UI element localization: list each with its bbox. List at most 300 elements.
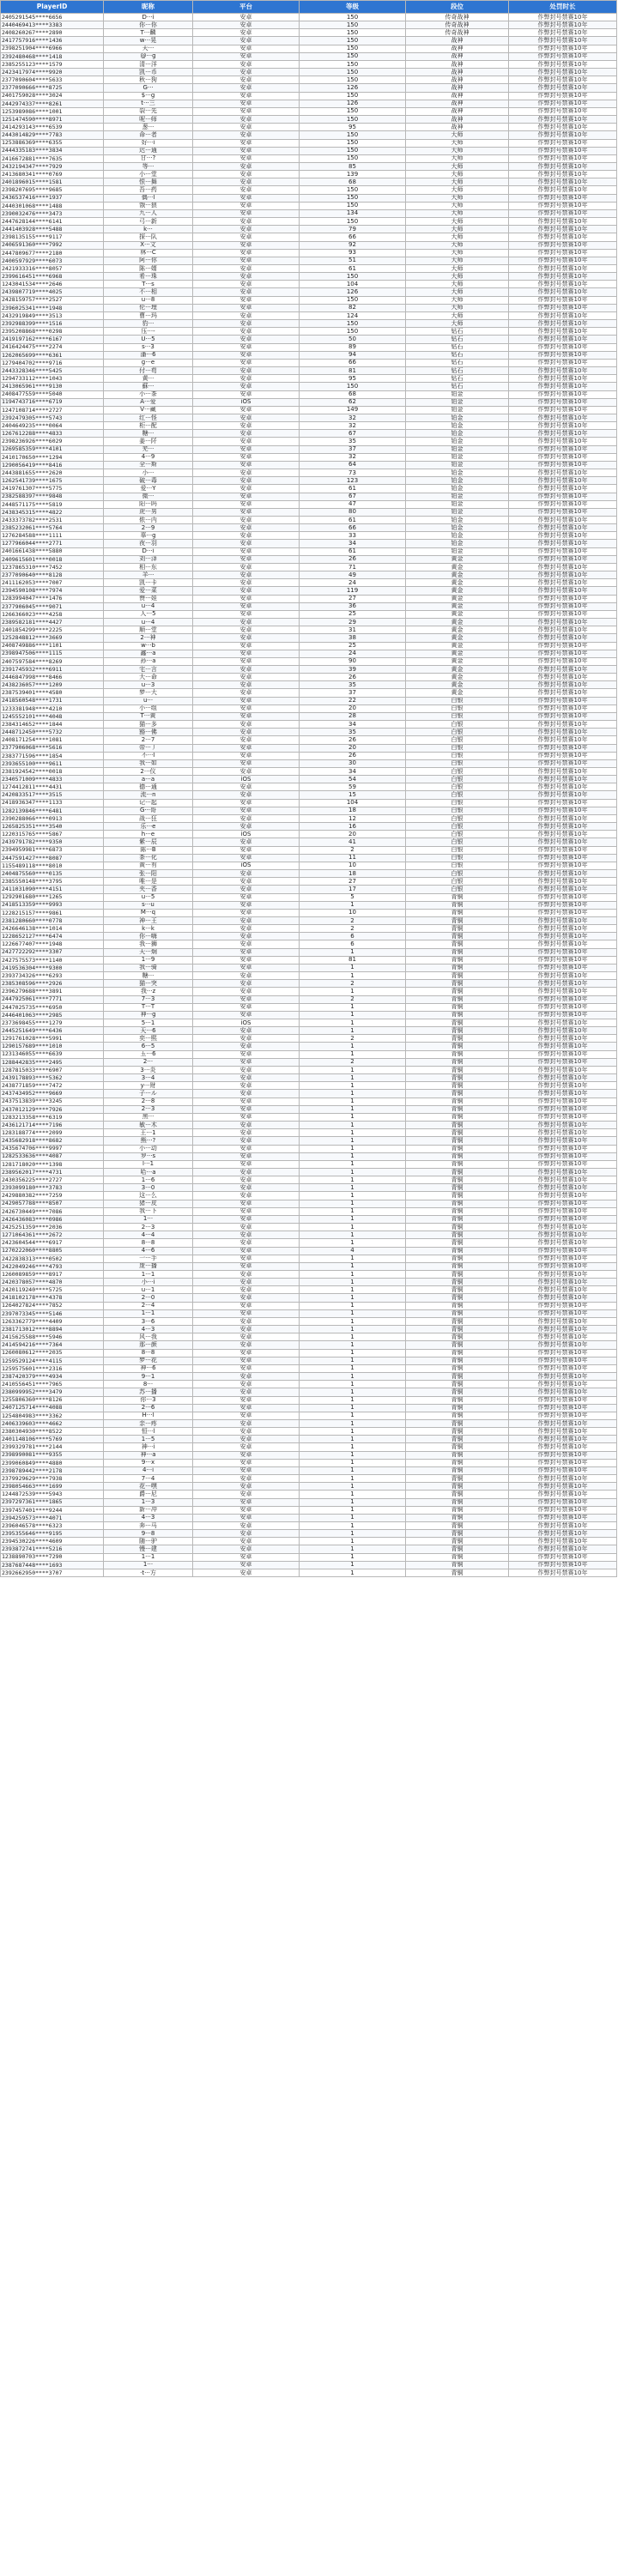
cell-level: 89	[300, 343, 406, 351]
cell-player-id: 2394959981****6873	[1, 846, 104, 854]
cell-nickname: 我···下	[104, 1207, 193, 1215]
cell-nickname: 1···1	[104, 1271, 193, 1279]
cell-player-id: 1194743716****6719	[1, 398, 104, 406]
cell-nickname: 战···狂	[104, 814, 193, 822]
cell-player-id: 1220315765****5867	[1, 831, 104, 838]
cell-level: 150	[300, 328, 406, 336]
cell-player-id: 2399060849****4880	[1, 1459, 104, 1466]
cell-rank: 黄金	[406, 665, 509, 673]
cell-rank: 黄金	[406, 563, 509, 571]
table-row	[1, 92, 617, 100]
cell-nickname: 偶···l	[104, 194, 193, 202]
cell-nickname: u···1	[104, 1286, 193, 1294]
cell-penalty: 作弊封号禁赛10年	[509, 995, 617, 1003]
cell-player-id: 2408260267****2890	[1, 29, 104, 37]
cell-player-id: 2417757916****1436	[1, 37, 104, 45]
cell-rank: 铂金	[406, 524, 509, 532]
cell-level: 104	[300, 799, 406, 807]
cell-player-id: 2426436083****0986	[1, 1215, 104, 1223]
table-row	[1, 233, 617, 241]
cell-rank: 白银	[406, 768, 509, 776]
cell-nickname: 曹···玛	[104, 311, 193, 319]
cell-nickname: 8···	[104, 1381, 193, 1388]
cell-rank: 青铜	[406, 1436, 509, 1443]
cell-platform: 安卓	[193, 21, 300, 29]
cell-rank: 青铜	[406, 1451, 509, 1459]
cell-rank: 青铜	[406, 1317, 509, 1325]
cell-player-id: 1228215157****9861	[1, 909, 104, 916]
cell-nickname: a···a	[104, 776, 193, 783]
cell-rank: 铂金	[406, 477, 509, 485]
cell-level: 31	[300, 626, 406, 634]
cell-nickname: 1···9	[104, 956, 193, 964]
cell-level: 150	[300, 383, 406, 390]
cell-rank: 大师	[406, 131, 509, 139]
cell-level: 17	[300, 886, 406, 893]
cell-player-id: 1287815033****6907	[1, 1066, 104, 1073]
cell-nickname: 夜···羽	[104, 540, 193, 547]
cell-level: 1	[300, 1373, 406, 1381]
table-row	[1, 729, 617, 736]
cell-penalty: 作弊封号禁赛10年	[509, 1224, 617, 1231]
cell-platform: 安卓	[193, 1192, 300, 1200]
cell-penalty: 作弊封号禁赛10年	[509, 351, 617, 359]
cell-level: 4	[300, 1247, 406, 1255]
table-row	[1, 249, 617, 257]
cell-rank: 青铜	[406, 1522, 509, 1530]
cell-nickname: X···文	[104, 241, 193, 249]
cell-penalty: 作弊封号禁赛10年	[509, 862, 617, 869]
cell-level: 68	[300, 178, 406, 186]
table-row	[1, 650, 617, 657]
cell-platform: 安卓	[193, 69, 300, 76]
cell-nickname: 凯···卡	[104, 579, 193, 587]
cell-level: 1	[300, 1475, 406, 1483]
cell-nickname: 2···	[104, 1058, 193, 1066]
cell-platform: 安卓	[193, 1388, 300, 1396]
table-row	[1, 768, 617, 776]
cell-platform: 安卓	[193, 1145, 300, 1152]
cell-level: 150	[300, 45, 406, 52]
cell-platform: 安卓	[193, 1011, 300, 1019]
cell-player-id: 2398947506****1115	[1, 650, 104, 657]
cell-penalty: 作弊封号禁赛10年	[509, 1561, 617, 1569]
cell-penalty: 作弊封号禁赛10年	[509, 1428, 617, 1436]
cell-level: 10	[300, 909, 406, 916]
cell-player-id: 1228652127****6474	[1, 933, 104, 940]
cell-platform: 安卓	[193, 29, 300, 37]
table-row	[1, 1412, 617, 1419]
cell-level: 104	[300, 281, 406, 288]
cell-nickname: 命···者	[104, 131, 193, 139]
cell-nickname: 红···怪	[104, 414, 193, 421]
cell-rank: 青铜	[406, 1207, 509, 1215]
table-row	[1, 162, 617, 170]
cell-platform: 安卓	[193, 1058, 300, 1066]
cell-rank: 青铜	[406, 916, 509, 924]
table-row	[1, 461, 617, 469]
cell-platform: 安卓	[193, 124, 300, 131]
cell-level: 1	[300, 1113, 406, 1121]
cell-platform: 安卓	[193, 1317, 300, 1325]
cell-rank: 青铜	[406, 1224, 509, 1231]
cell-platform: 安卓	[193, 791, 300, 799]
cell-level: 25	[300, 642, 406, 650]
cell-level: 126	[300, 84, 406, 92]
cell-rank: 白银	[406, 814, 509, 822]
table-row	[1, 1483, 617, 1491]
cell-player-id: 2413680341****0769	[1, 171, 104, 178]
cell-level: 126	[300, 288, 406, 296]
cell-platform: 安卓	[193, 587, 300, 595]
cell-platform: iOS	[193, 862, 300, 869]
cell-penalty: 作弊封号禁赛10年	[509, 1317, 617, 1325]
cell-level: 1	[300, 1302, 406, 1309]
cell-level: 71	[300, 563, 406, 571]
cell-penalty: 作弊封号禁赛10年	[509, 1160, 617, 1168]
cell-platform: 安卓	[193, 846, 300, 854]
cell-platform: 安卓	[193, 665, 300, 673]
cell-nickname: k···	[104, 226, 193, 233]
cell-nickname: 花···嘿	[104, 1483, 193, 1491]
cell-penalty: 作弊封号禁赛10年	[509, 1451, 617, 1459]
cell-platform: 安卓	[193, 759, 300, 767]
cell-penalty: 作弊封号禁赛10年	[509, 1326, 617, 1333]
cell-player-id: 2398789442****2178	[1, 1466, 104, 1474]
cell-penalty: 作弊封号禁赛10年	[509, 1491, 617, 1498]
cell-level: 150	[300, 52, 406, 60]
cell-nickname: 你···你	[104, 21, 193, 29]
cell-player-id: 2432919849****3513	[1, 311, 104, 319]
cell-platform: 安卓	[193, 972, 300, 980]
table-row	[1, 296, 617, 304]
table-row	[1, 52, 617, 60]
table-row	[1, 901, 617, 909]
cell-penalty: 作弊封号禁赛10年	[509, 453, 617, 461]
cell-rank: 白银	[406, 721, 509, 729]
cell-platform: 安卓	[193, 650, 300, 657]
cell-penalty: 作弊封号禁赛10年	[509, 178, 617, 186]
cell-penalty: 作弊封号禁赛10年	[509, 933, 617, 940]
cell-nickname: 黄···	[104, 375, 193, 383]
cell-player-id: 1253989086****1001	[1, 107, 104, 115]
cell-player-id: 2408171254****1081	[1, 736, 104, 744]
cell-nickname: 苏···播	[104, 1388, 193, 1396]
cell-nickname: 秋···狗	[104, 76, 193, 84]
cell-level: 124	[300, 311, 406, 319]
cell-level: 10	[300, 862, 406, 869]
table-row	[1, 933, 617, 940]
cell-rank: 大师	[406, 296, 509, 304]
table-row	[1, 807, 617, 814]
cell-rank: 黄金	[406, 579, 509, 587]
cell-nickname: u···8	[104, 296, 193, 304]
table-row	[1, 1309, 617, 1317]
cell-player-id: 1274412811****4431	[1, 783, 104, 791]
table-row	[1, 241, 617, 249]
cell-platform: 安卓	[193, 1137, 300, 1145]
cell-level: 1	[300, 1419, 406, 1427]
cell-penalty: 作弊封号禁赛10年	[509, 1152, 617, 1160]
cell-platform: 安卓	[193, 257, 300, 264]
cell-level: 123	[300, 477, 406, 485]
cell-penalty: 作弊封号禁赛10年	[509, 281, 617, 288]
table-row	[1, 595, 617, 602]
cell-level: 1	[300, 1436, 406, 1443]
cell-platform: 安卓	[193, 461, 300, 469]
cell-player-id: 2414594216****7364	[1, 1341, 104, 1349]
table-row	[1, 469, 617, 477]
cell-level: 1	[300, 1396, 406, 1404]
cell-platform: 安卓	[193, 610, 300, 618]
cell-penalty: 作弊封号禁赛10年	[509, 768, 617, 776]
cell-rank: 大师	[406, 273, 509, 281]
cell-rank: 白银	[406, 736, 509, 744]
cell-rank: 铂金	[406, 422, 509, 430]
table-row	[1, 265, 617, 273]
cell-player-id: 2404649235****0064	[1, 422, 104, 430]
cell-nickname: y···财	[104, 1082, 193, 1090]
cell-platform: 安卓	[193, 697, 300, 704]
cell-platform: 安卓	[193, 265, 300, 273]
cell-platform: 安卓	[193, 704, 300, 712]
header-penalty: 处罚时长	[509, 1, 617, 14]
table-row	[1, 84, 617, 92]
cell-platform: 安卓	[193, 878, 300, 886]
cell-penalty: 作弊封号禁赛10年	[509, 1373, 617, 1381]
cell-level: 27	[300, 595, 406, 602]
cell-level: 2	[300, 1058, 406, 1066]
cell-nickname: 夹···香	[104, 886, 193, 893]
cell-platform: 安卓	[193, 1451, 300, 1459]
cell-platform: 安卓	[193, 45, 300, 52]
cell-nickname: 8···8	[104, 1239, 193, 1247]
cell-platform: 安卓	[193, 1357, 300, 1364]
cell-platform: 安卓	[193, 1129, 300, 1137]
cell-player-id: 2398236926****6029	[1, 438, 104, 445]
cell-rank: 青铜	[406, 1381, 509, 1388]
cell-rank: 青铜	[406, 1262, 509, 1270]
cell-rank: 青铜	[406, 940, 509, 948]
cell-penalty: 作弊封号禁赛10年	[509, 1129, 617, 1137]
cell-nickname: 5···1	[104, 1019, 193, 1027]
cell-platform: 安卓	[193, 854, 300, 862]
cell-nickname: 随···驴	[104, 1538, 193, 1545]
cell-player-id: 1290157689****1010	[1, 1043, 104, 1050]
cell-player-id: 2407597584****8269	[1, 657, 104, 665]
table-row	[1, 1436, 617, 1443]
cell-rank: 钻石	[406, 343, 509, 351]
table-row	[1, 414, 617, 421]
cell-platform: 安卓	[193, 477, 300, 485]
cell-rank: 青铜	[406, 1388, 509, 1396]
cell-rank: 青铜	[406, 1419, 509, 1427]
cell-rank: 黄金	[406, 587, 509, 595]
cell-level: 27	[300, 878, 406, 886]
cell-level: 37	[300, 689, 406, 697]
cell-penalty: 作弊封号禁赛10年	[509, 1200, 617, 1207]
cell-platform: 安卓	[193, 674, 300, 681]
cell-level: 1	[300, 1326, 406, 1333]
cell-player-id: 2420378057****4870	[1, 1279, 104, 1286]
cell-rank: 黄金	[406, 650, 509, 657]
cell-rank: 青铜	[406, 1309, 509, 1317]
cell-platform: 安卓	[193, 1247, 300, 1255]
cell-nickname: ·t···方	[104, 1569, 193, 1576]
cell-rank: 青铜	[406, 1043, 509, 1050]
cell-platform: 安卓	[193, 1309, 300, 1317]
cell-level: 1	[300, 1317, 406, 1325]
cell-player-id: 2438771859****7472	[1, 1082, 104, 1090]
cell-platform: 安卓	[193, 367, 300, 375]
cell-player-id: 2391745932****6911	[1, 665, 104, 673]
cell-player-id: 2377906045****9071	[1, 602, 104, 610]
cell-penalty: 作弊封号禁赛10年	[509, 878, 617, 886]
cell-rank: 战神	[406, 84, 509, 92]
cell-penalty: 作弊封号禁赛10年	[509, 925, 617, 933]
cell-rank: 大师	[406, 202, 509, 209]
cell-nickname: 熊···?	[104, 1137, 193, 1145]
cell-player-id: 2420833517****3515	[1, 791, 104, 799]
cell-penalty: 作弊封号禁赛10年	[509, 948, 617, 956]
cell-penalty: 作弊封号禁赛10年	[509, 1176, 617, 1184]
cell-player-id: 1283213358****6319	[1, 1113, 104, 1121]
cell-rank: 铂金	[406, 461, 509, 469]
table-row	[1, 29, 617, 37]
cell-player-id: 2418560548****1731	[1, 697, 104, 704]
table-row	[1, 674, 617, 681]
cell-rank: 青铜	[406, 1105, 509, 1113]
cell-rank: 青铜	[406, 1074, 509, 1082]
cell-rank: 大师	[406, 171, 509, 178]
cell-platform: 安卓	[193, 1561, 300, 1569]
table-row	[1, 854, 617, 862]
cell-rank: 大师	[406, 194, 509, 202]
cell-platform: 安卓	[193, 500, 300, 508]
table-row	[1, 273, 617, 281]
table-row	[1, 1286, 617, 1294]
cell-level: 35	[300, 438, 406, 445]
table-row	[1, 948, 617, 956]
table-row	[1, 1082, 617, 1090]
cell-platform: 安卓	[193, 406, 300, 414]
table-row	[1, 776, 617, 783]
cell-player-id: 2426730449****7086	[1, 1207, 104, 1215]
cell-nickname: G···哥	[104, 807, 193, 814]
cell-penalty: 作弊封号禁赛10年	[509, 1388, 617, 1396]
cell-level: 90	[300, 657, 406, 665]
cell-rank: 青铜	[406, 1011, 509, 1019]
table-row	[1, 1231, 617, 1239]
cell-player-id: 2399329781****2144	[1, 1443, 104, 1451]
cell-rank: 黄金	[406, 657, 509, 665]
cell-player-id: 2414293143****6539	[1, 124, 104, 131]
cell-platform: 安卓	[193, 925, 300, 933]
cell-level: 64	[300, 461, 406, 469]
cell-player-id: 1251474590****8971	[1, 116, 104, 124]
cell-nickname: 1···3	[104, 1498, 193, 1506]
cell-level: 139	[300, 171, 406, 178]
cell-nickname: 一···手	[104, 1255, 193, 1262]
table-row	[1, 445, 617, 453]
table-row	[1, 893, 617, 901]
cell-nickname: 2···9	[104, 524, 193, 532]
cell-level: 30	[300, 759, 406, 767]
cell-player-id: 2448712450****5732	[1, 729, 104, 736]
table-row	[1, 925, 617, 933]
cell-penalty: 作弊封号禁赛10年	[509, 681, 617, 689]
cell-platform: 安卓	[193, 1286, 300, 1294]
cell-rank: 黄金	[406, 681, 509, 689]
cell-penalty: 作弊封号禁赛10年	[509, 1286, 617, 1294]
table-row	[1, 1530, 617, 1538]
cell-player-id: 2423604544****6917	[1, 1239, 104, 1247]
table-row	[1, 320, 617, 328]
cell-level: 12	[300, 814, 406, 822]
cell-penalty: 作弊封号禁赛10年	[509, 736, 617, 744]
cell-nickname: 小···堂	[104, 171, 193, 178]
cell-nickname: 奔···马	[104, 1522, 193, 1530]
cell-player-id: 2390288066****0913	[1, 814, 104, 822]
cell-player-id: 2387687448****1693	[1, 1561, 104, 1569]
table-row	[1, 838, 617, 846]
cell-nickname: 你···嗨	[104, 933, 193, 940]
cell-player-id: 2377090604****5633	[1, 76, 104, 84]
cell-penalty: 作弊封号禁赛10年	[509, 147, 617, 154]
cell-level: 38	[300, 634, 406, 642]
cell-penalty: 作弊封号禁赛10年	[509, 45, 617, 52]
cell-level: 26	[300, 736, 406, 744]
cell-platform: 安卓	[193, 1066, 300, 1073]
cell-platform: 安卓	[193, 453, 300, 461]
cell-level: 1	[300, 1231, 406, 1239]
table-row	[1, 37, 617, 45]
cell-rank: 战神	[406, 100, 509, 107]
cell-level: 1	[300, 1498, 406, 1506]
cell-level: 1	[300, 1491, 406, 1498]
cell-level: 1	[300, 1160, 406, 1168]
cell-rank: 青铜	[406, 893, 509, 901]
cell-level: 1	[300, 1137, 406, 1145]
cell-platform: 安卓	[193, 1035, 300, 1043]
cell-nickname: 刘···泽	[104, 555, 193, 563]
cell-level: 1	[300, 1483, 406, 1491]
table-row	[1, 547, 617, 555]
cell-rank: 战神	[406, 37, 509, 45]
cell-level: 119	[300, 587, 406, 595]
cell-rank: 战神	[406, 124, 509, 131]
cell-level: 54	[300, 776, 406, 783]
cell-penalty: 作弊封号禁赛10年	[509, 139, 617, 147]
cell-nickname: 神···a	[104, 1451, 193, 1459]
cell-level: 61	[300, 547, 406, 555]
cell-player-id: 2448571175****5819	[1, 500, 104, 508]
cell-platform: 安卓	[193, 218, 300, 226]
cell-rank: 青铜	[406, 1498, 509, 1506]
cell-level: 1	[300, 1428, 406, 1436]
cell-platform: 安卓	[193, 1569, 300, 1576]
cell-level: 66	[300, 359, 406, 366]
cell-platform: 安卓	[193, 1184, 300, 1192]
cell-rank: 白银	[406, 807, 509, 814]
cell-player-id: 2397457401****9244	[1, 1506, 104, 1514]
cell-nickname: 4···9	[104, 453, 193, 461]
table-row	[1, 116, 617, 124]
cell-nickname: 豹···	[104, 320, 193, 328]
table-row	[1, 972, 617, 980]
cell-rank: 大师	[406, 288, 509, 296]
cell-player-id: 2416672881****7635	[1, 154, 104, 162]
